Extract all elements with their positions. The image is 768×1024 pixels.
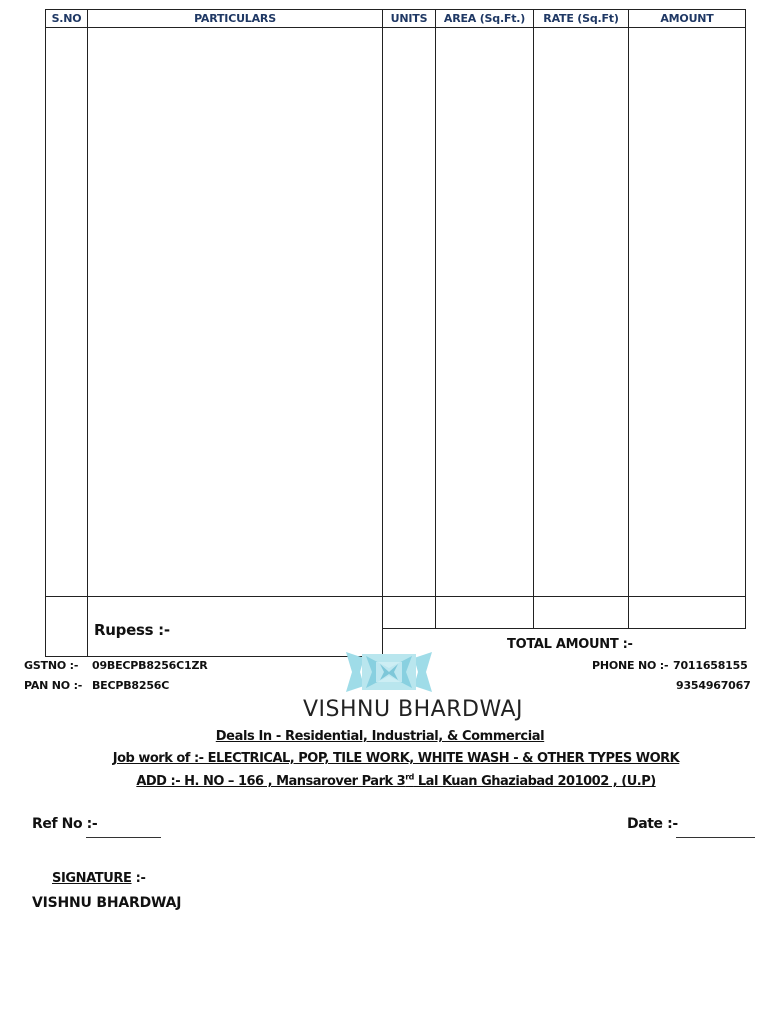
- col-border-sno: [87, 9, 88, 657]
- pan-value: BECPB8256C: [92, 679, 170, 692]
- firm-job-line: Job work of :- ELECTRICAL, POP, TILE WORK, WHITE WASH - & OTHER TYPES WORK: [112, 751, 680, 766]
- signatory-name: VISHNU BHARDWAJ: [32, 895, 182, 911]
- phone-label: PHONE NO :-: [592, 659, 669, 672]
- gst-label: GSTNO :-: [24, 659, 79, 672]
- address-prefix: ADD :- H. NO – 166 , Mansarover Park 3: [136, 774, 406, 790]
- header-particulars: PARTICULARS: [194, 12, 276, 25]
- ref-no-field[interactable]: [86, 837, 161, 838]
- firm-name: VISHNU BHARDWAJ: [302, 697, 524, 722]
- col-border-particulars: [382, 9, 383, 657]
- col-border-area: [533, 9, 534, 629]
- col-border-left: [45, 9, 46, 657]
- header-units: UNITS: [390, 12, 428, 25]
- address-suffix: Lal Kuan Ghaziabad 201002 , (U.P): [413, 774, 656, 790]
- col-border-rate: [628, 9, 629, 629]
- firm-address-line: [0, 773, 768, 789]
- phone-number-1: 7011658155: [673, 659, 748, 672]
- col-border-units: [435, 9, 436, 629]
- header-sno: S.NO: [51, 12, 82, 25]
- address-superscript: rd: [405, 773, 414, 782]
- phone-number-2: 9354967067: [676, 679, 751, 692]
- date-label: Date :-: [627, 816, 678, 832]
- table-header-bottom-border: [45, 27, 746, 28]
- signature-label-line: [52, 871, 145, 886]
- date-field[interactable]: [676, 837, 755, 838]
- pan-label: PAN NO :-: [24, 679, 83, 692]
- total-amount-label: TOTAL AMOUNT :-: [507, 637, 633, 652]
- header-area: AREA (Sq.Ft.): [443, 12, 526, 25]
- header-rate: RATE (Sq.Ft): [543, 12, 619, 25]
- header-amount: AMOUNT: [660, 12, 714, 25]
- firm-logo: [346, 648, 432, 701]
- ref-no-label: Ref No :-: [32, 816, 98, 832]
- signature-label: SIGNATURE: [52, 871, 132, 886]
- signature-suffix: :-: [131, 871, 146, 886]
- firm-deals-line: Deals In - Residential, Industrial, & Commercial: [215, 729, 545, 744]
- gst-value: 09BECPB8256C1ZR: [92, 659, 208, 672]
- col-border-right: [745, 9, 746, 629]
- table-bottom-border: [45, 656, 382, 657]
- table-total-row-top-border: [383, 628, 746, 629]
- rupess-label: Rupess :-: [94, 621, 170, 639]
- table-body-bottom-border: [45, 596, 746, 597]
